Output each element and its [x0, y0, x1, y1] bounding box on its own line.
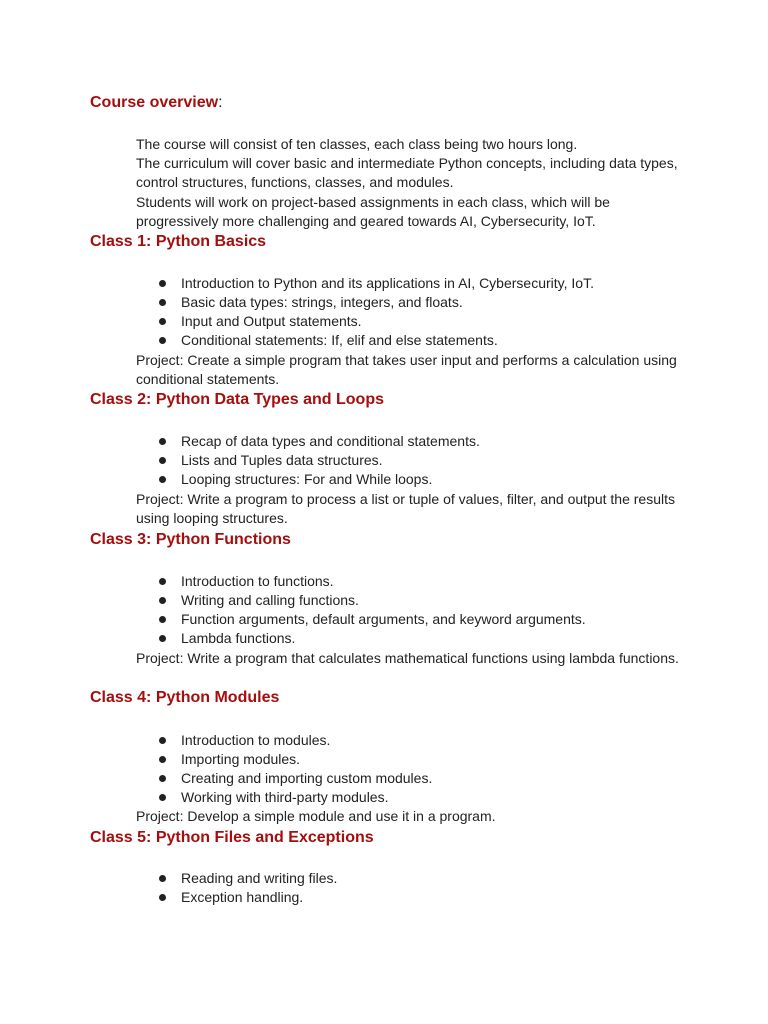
class-3-project: Project: Write a program that calculates mathematical functions using lambda functions.: [136, 650, 679, 666]
class-1-heading: Class 1: Python Basics: [90, 233, 267, 250]
list-item: Introduction to modules.: [158, 731, 432, 750]
course-overview-colon: :: [218, 94, 223, 111]
list-item: Introduction to Python and its applications in AI, Cybersecurity, IoT.: [158, 274, 594, 293]
class-4-topics: [158, 731, 432, 807]
course-overview-body: [136, 135, 681, 231]
course-overview-heading: [90, 93, 223, 113]
class-2-project: Project: Write a program to process a list or tuple of values, filter, and output the results using looping structures.: [136, 491, 675, 527]
list-item: Exception handling.: [158, 888, 337, 907]
list-item: Working with third-party modules.: [158, 788, 432, 807]
class-1-project: Project: Create a simple program that takes user input and performs a calculation using conditional statements.: [136, 352, 677, 388]
class-2-topics: [158, 432, 480, 489]
list-item: Basic data types: strings, integers, and floats.: [158, 293, 594, 312]
list-item: Input and Output statements.: [158, 312, 594, 331]
list-item: Importing modules.: [158, 750, 432, 769]
list-item: Conditional statements: If, elif and else statements.: [158, 331, 594, 350]
overview-paragraph: Students will work on project-based assignments in each class, which will be progressively more challenging and geared towards AI, Cybersecurity, IoT.: [136, 193, 610, 229]
list-item: Reading and writing files.: [158, 869, 337, 888]
overview-paragraph: The course will consist of ten classes, each class being two hours long.: [136, 136, 578, 152]
list-item: Looping structures: For and While loops.: [158, 470, 480, 489]
list-item: Creating and importing custom modules.: [158, 769, 432, 788]
overview-paragraph: The curriculum will cover basic and intermediate Python concepts, including data types, control structures, functions, classes, and modules.: [136, 155, 678, 191]
list-item: Lambda functions.: [158, 629, 586, 648]
list-item: Recap of data types and conditional statements.: [158, 432, 480, 451]
list-item: Introduction to functions.: [158, 572, 586, 591]
class-1-topics: [158, 274, 594, 350]
class-5-heading: Class 5: Python Files and Exceptions: [90, 829, 374, 846]
class-3-topics: [158, 572, 586, 648]
list-item: Function arguments, default arguments, and keyword arguments.: [158, 610, 586, 629]
class-3-heading: Class 3: Python Functions: [90, 531, 291, 548]
class-5-topics: [158, 869, 337, 907]
class-4-heading: Class 4: Python Modules: [90, 689, 280, 706]
course-overview-title: Course overview: [90, 94, 219, 111]
list-item: Writing and calling functions.: [158, 591, 586, 610]
list-item: Lists and Tuples data structures.: [158, 451, 480, 470]
class-4-project: Project: Develop a simple module and use it in a program.: [136, 808, 496, 824]
class-2-heading: Class 2: Python Data Types and Loops: [90, 391, 384, 408]
